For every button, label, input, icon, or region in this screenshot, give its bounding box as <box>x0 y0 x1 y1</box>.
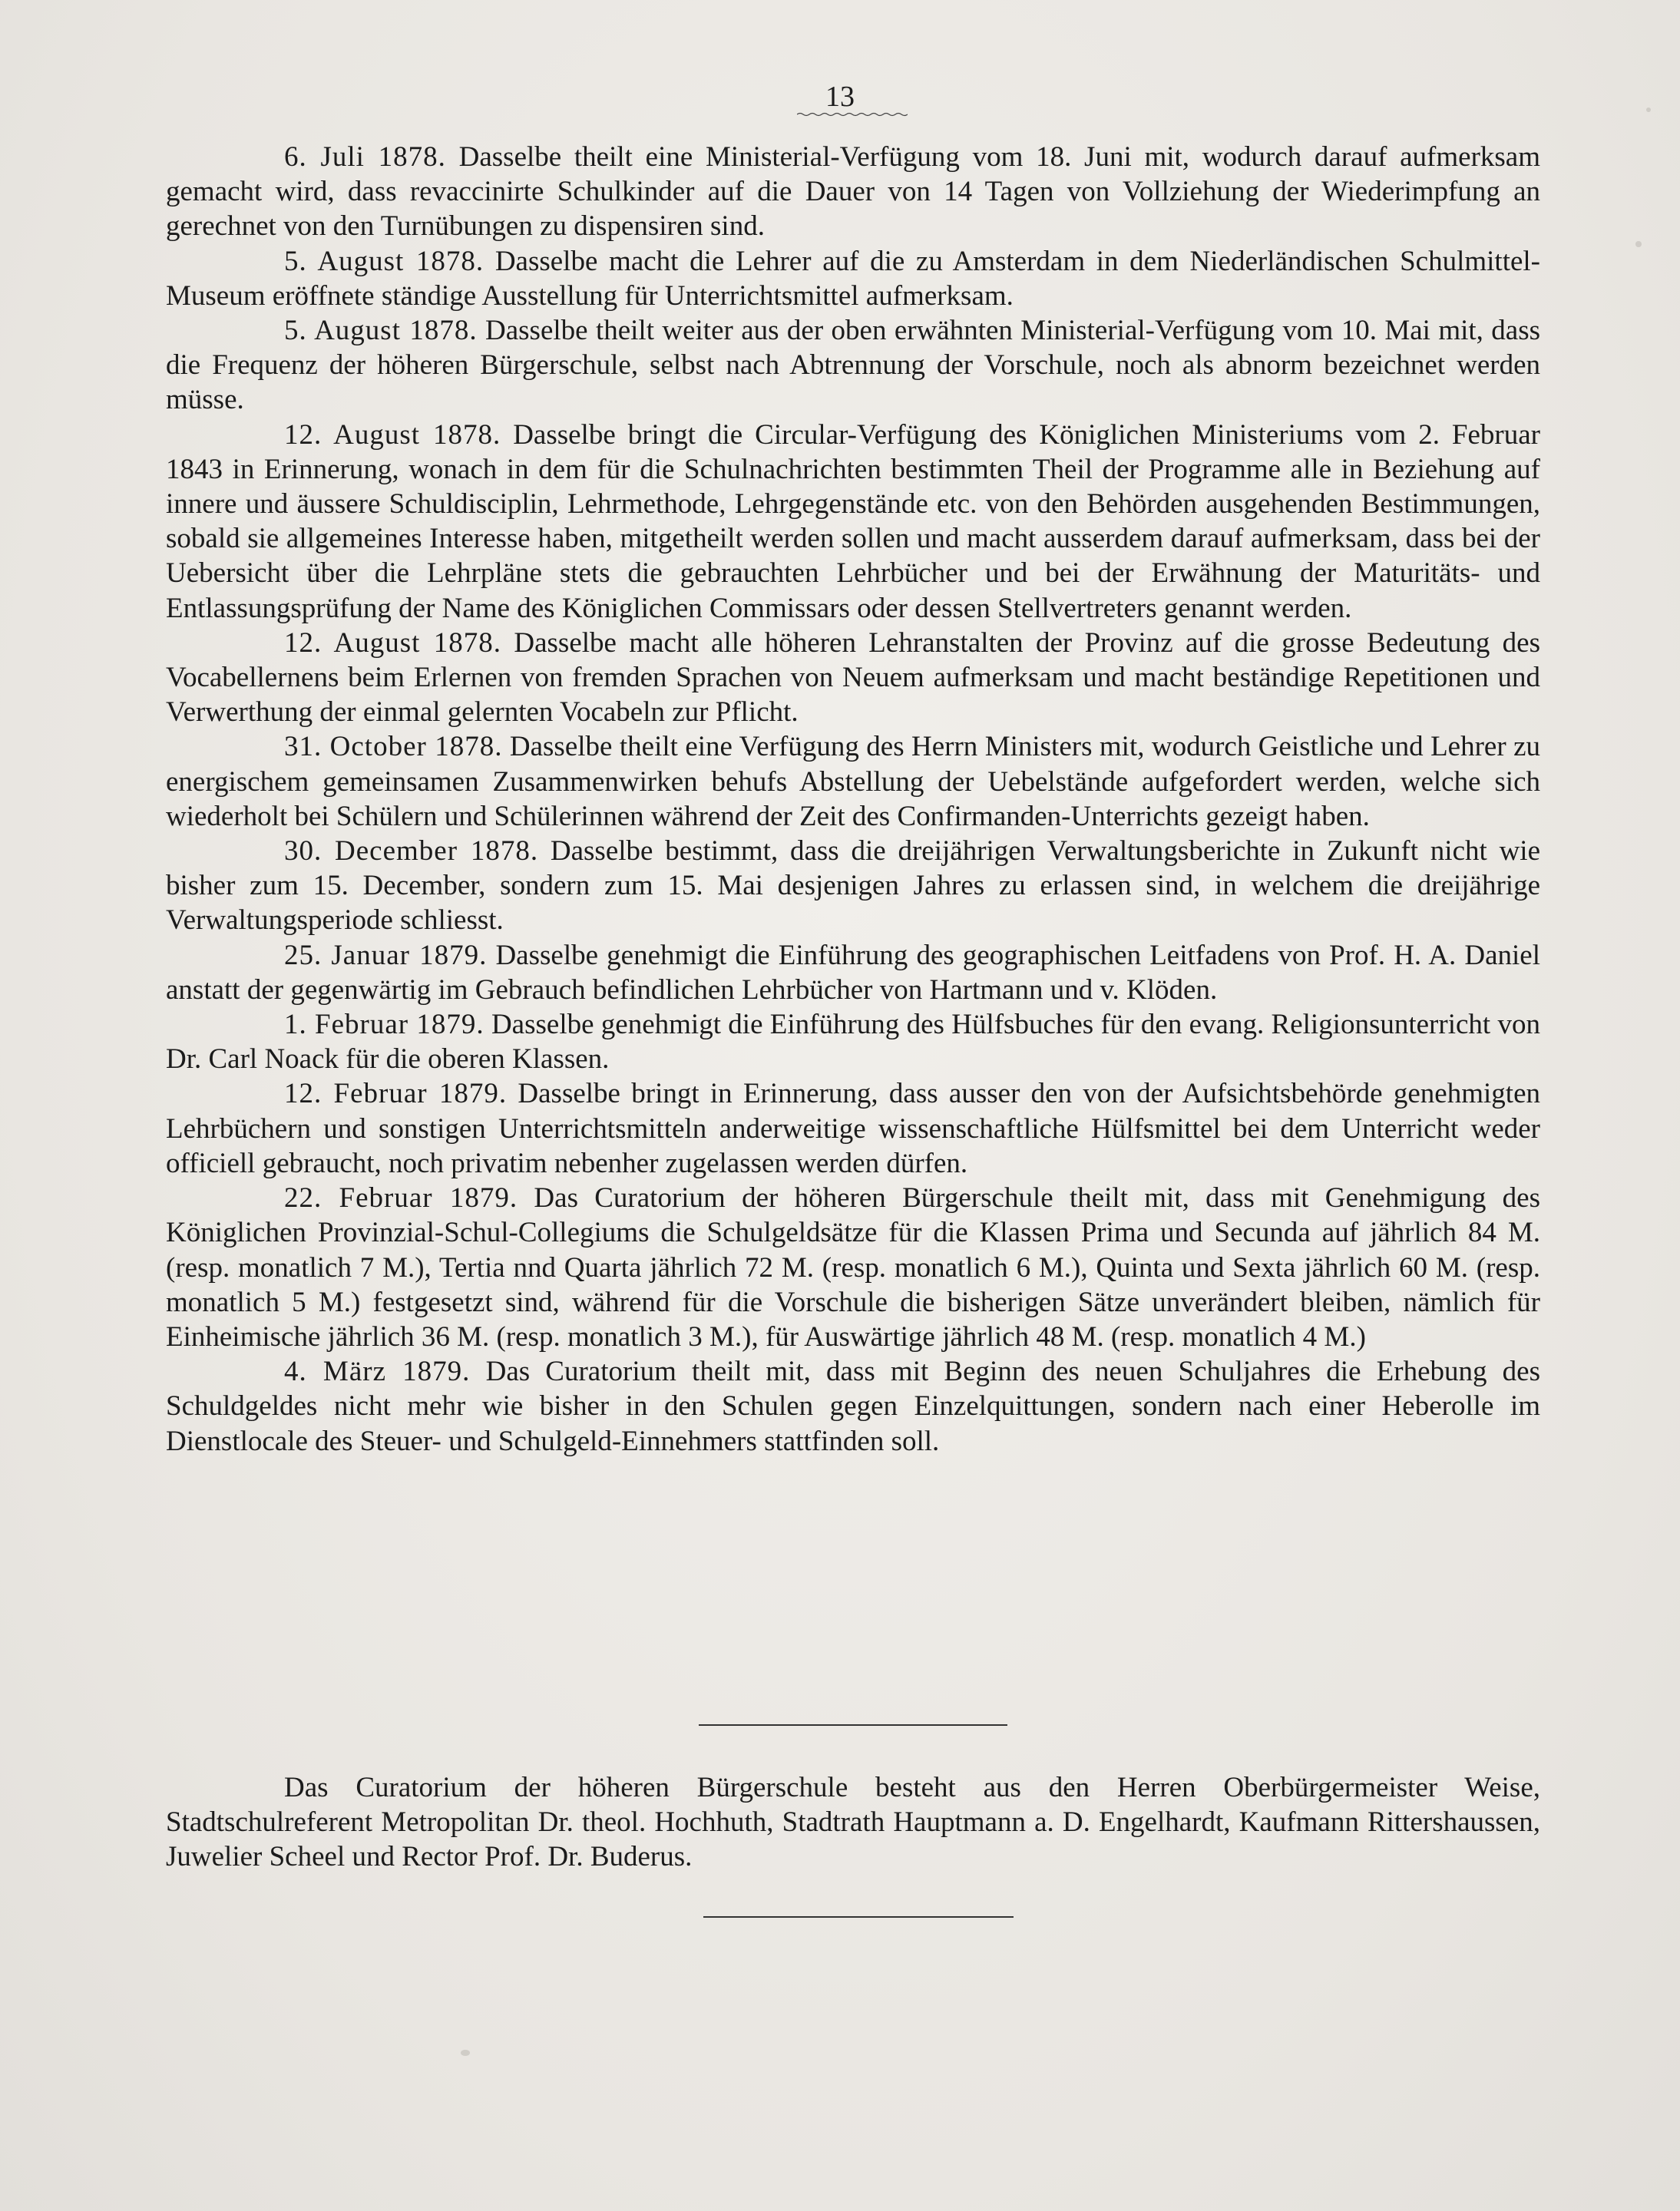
entry-text: Das Curatorium theilt mit, dass mit Beginn des neuen Schuljahres die Erhebung des Schuldgeldes nicht mehr wie bisher in den Schulen gegen Einzelquittungen, sondern nach einer Heberolle im Dienstlocale des Steuer- und Schulgeld-Einnehmers stattfinden soll. <box>166 1356 1540 1457</box>
entry <box>166 244 1540 313</box>
entry-date: 12. August 1878. <box>284 626 502 659</box>
page-number: 13 <box>825 81 855 113</box>
section-divider <box>699 1724 1007 1726</box>
entry <box>166 1076 1540 1181</box>
curatorium-note-text: Das Curatorium der höheren Bürgerschule besteht aus den Herren Oberbürgermeister Weise, Stadtschulreferent Metropolitan Dr. theol. Hochhuth, Stadtrath Hauptmann a. D. Engelhardt, Kaufmann Rittershaussen, Juwelier Scheel und Rector Prof. Dr. Buderus. <box>166 1772 1540 1873</box>
entries-list <box>166 140 1540 1459</box>
entry-date: 5. August 1878. <box>284 245 484 277</box>
entry <box>166 1007 1540 1076</box>
entry-text: Dasselbe macht die Lehrer auf die zu Amsterdam in dem Niederländischen Schulmittel-Museum eröffnete ständige Ausstellung für Unterrichtsmittel aufmerksam. <box>166 245 1541 312</box>
entry-text: Dasselbe theilt eine Ministerial-Verfügung vom 18. Juni mit, wodurch darauf aufmerksam gemacht wird, dass revaccinirte Schulkinder auf die Dauer von 14 Tagen von Vollziehung der Wiederimpfung an gerechnet von den Turnübungen zu dispensiren sind. <box>166 141 1541 243</box>
entry-text: Dasselbe macht alle höheren Lehranstalten der Provinz auf die grosse Bedeutung des Vocabellernens beim Erlernen von fremden Sprachen von Neuem aufmerksam und macht beständige Repetitionen und Verwerthung der einmal gelernten Vocabeln zur Pflicht. <box>166 626 1540 729</box>
entry-text: Dasselbe genehmigt die Einführung des Hülfsbuches für den evang. Religionsunterricht von Dr. Carl Noack für die oberen Klassen. <box>166 1009 1540 1076</box>
entry-date: 12. August 1878. <box>284 418 501 451</box>
entry <box>166 626 1540 730</box>
entry-text: Dasselbe theilt weiter aus der oben erwähnten Ministerial-Verfügung vom 10. Mai mit, dass die Frequenz der höheren Bürgerschule, selbst nach Abtrennung der Vorschule, noch als abnorm bezeichnet werden müsse. <box>166 315 1541 416</box>
entry-date: 31. October 1878. <box>284 731 503 763</box>
ink-speck <box>1635 241 1642 247</box>
page-number-ornament <box>797 112 908 117</box>
entry-date: 1. Februar 1879. <box>284 1009 484 1041</box>
entry <box>166 834 1540 938</box>
entry <box>166 1181 1540 1354</box>
entry-text: Dasselbe theilt eine Verfügung des Herrn Ministers mit, wodurch Geistliche und Lehrer zu energischem gemeinsamen Zusammenwirken behufs Abstellung der Uebelstände aufgefordert werden, welche sich wiederholt bei Schülern und Schülerinnen während der Zeit des Confirmanden-Unterrichts gezeigt haben. <box>166 731 1540 832</box>
entry-date: 4. März 1879. <box>284 1356 471 1388</box>
entry <box>166 140 1540 244</box>
entry <box>166 313 1540 418</box>
entry-date: 25. Januar 1879. <box>284 939 488 971</box>
entry-date: 30. December 1878. <box>284 835 539 868</box>
curatorium-note <box>166 1770 1540 1875</box>
ink-speck <box>1646 107 1651 112</box>
entry <box>166 1354 1540 1459</box>
closing-divider <box>703 1916 1014 1918</box>
entry-date: 22. Februar 1879. <box>284 1182 518 1215</box>
entry-text: Das Curatorium der höheren Bürgerschule theilt mit, dass mit Genehmigung des Königlichen Provinzial-Schul-Collegiums die Schulgeldsätze für die Klassen Prima und Secunda auf jährlich 84 M. (resp. monatlich 7 M.), Tertia nnd Quarta jährlich 72 M. (resp. monatlich 6 M.), Quinta und Sexta jährlich 60 M. (resp. monatlich 5 M.) festgesetzt sind, während für die Vorschule die bisherigen Sätze unverändert bleiben, nämlich für Einheimische jährlich 36 M. (resp. monatlich 3 M.), für Auswärtige jährlich 48 M. (resp. monatlich 4 M.) <box>166 1182 1540 1353</box>
ink-speck <box>461 2050 470 2056</box>
entry-date: 5. August 1878. <box>284 315 478 347</box>
entry-date: 6. Juli 1878. <box>284 141 446 173</box>
entry-text: Dasselbe bringt die Circular-Verfügung des Königlichen Ministeriums vom 2. Februar 1843 in Erinnerung, wonach in dem für die Schulnachrichten bestimmten Theil der Programme alle in Beziehung auf innere und äussere Schuldisciplin, Lehrmethode, Lehrgegenstände etc. von den Behörden ausgehenden Bestimmungen, sobald sie allgemeines Interesse haben, mitgetheilt werden sollen und macht ausserdem darauf aufmerksam, dass bei der Uebersicht über die Lehrpläne stets die gebrauchten Lehrbücher und bei der Erwähnung der Maturitäts- und Entlassungsprüfung der Name des Königlichen Commissars oder dessen Stellvertreters genannt werden. <box>166 418 1540 624</box>
entry <box>166 938 1540 1007</box>
entry <box>166 729 1540 834</box>
entry-text: Dasselbe bestimmt, dass die dreijährigen Verwaltungsberichte in Zukunft nicht wie bisher zum 15. December, sondern zum 15. Mai desjenigen Jahres zu erlassen sind, in welchem die dreijährige Verwaltungsperiode schliesst. <box>166 835 1540 937</box>
entry-text: Dasselbe genehmigt die Einführung des geographischen Leitfadens von Prof. H. A. Daniel anstatt der gegenwärtig im Gebrauch befindlichen Lehrbücher von Hartmann und v. Klöden. <box>166 939 1540 1006</box>
entry-date: 12. Februar 1879. <box>284 1078 508 1110</box>
entry-text: Dasselbe bringt in Erinnerung, dass ausser den von der Aufsichtsbehörde genehmigten Lehrbüchern und sonstigen Unterrichtsmitteln anderweitige wissenschaftliche Hülfsmittel bei dem Unterricht weder officiell gebraucht, noch privatim nebenher zugelassen werden dürfen. <box>166 1078 1540 1179</box>
entry <box>166 418 1540 626</box>
